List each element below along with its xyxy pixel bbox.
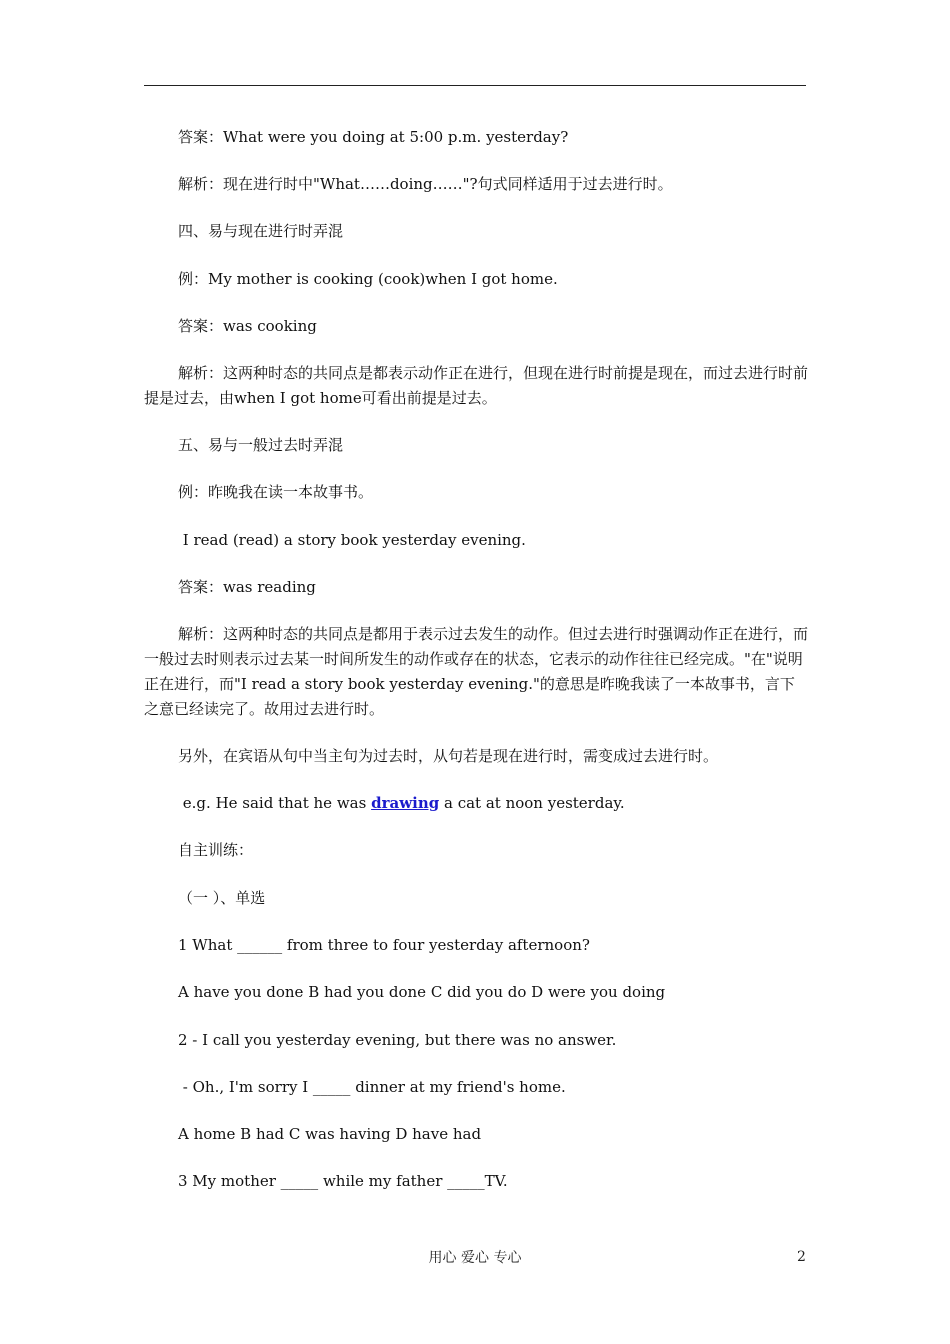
eg-text-before: e.g. He said that he was xyxy=(178,794,372,812)
note-paragraph: 另外，在宾语从句中当主句为过去时，从句若是现在进行时，需变成过去进行时。 xyxy=(178,747,719,765)
footer-motto: 用心 爱心 专心 xyxy=(428,1250,522,1266)
eg-text-after: a cat at noon yesterday. xyxy=(439,794,625,812)
answer-line-2: 答案：was cooking xyxy=(178,317,317,335)
analysis-line-1: 解析：现在进行时中"What……doing……"?句式同样适用于过去进行时。 xyxy=(178,175,673,193)
question-2: 2 - I call you yesterday evening, but there was no answer. xyxy=(178,1031,617,1049)
question-1: 1 What ______ from three to four yesterday afternoon? xyxy=(178,936,590,954)
self-training-heading: 自主训练： xyxy=(178,841,254,859)
header-rule xyxy=(144,85,806,86)
page-number: 2 xyxy=(797,1249,806,1265)
example-sentence: I read (read) a story book yesterday evening. xyxy=(178,531,526,549)
section-heading-4: 四、易与现在进行时弄混 xyxy=(178,222,344,240)
example-line-2: 例：昨晚我在读一本故事书。 xyxy=(178,483,374,501)
example-line-1: 例：My mother is cooking (cook)when I got home. xyxy=(178,270,558,288)
answer-line-3: 答案：was reading xyxy=(178,578,316,596)
analysis-paragraph-2: 解析：这两种时态的共同点是都表示动作正在进行，但现在进行时前提是现在，而过去进行时前提是过去，由when I got home可看出前提是过去。 xyxy=(144,364,809,407)
question-1-options: A have you done B had you done C did you do D were you doing xyxy=(178,983,666,1001)
drawing-link[interactable]: drawing xyxy=(371,794,440,812)
eg-sentence xyxy=(144,791,808,816)
single-choice-heading: （一 ）、单选 xyxy=(178,889,266,907)
question-3: 3 My mother _____ while my father _____TV. xyxy=(178,1172,508,1190)
section-heading-5: 五、易与一般过去时弄混 xyxy=(178,436,344,454)
analysis-paragraph-3: 解析：这两种时态的共同点是都用于表示过去发生的动作。但过去进行时强调动作正在进行，而一般过去时则表示过去某一时间所发生的动作或存在的状态，它表示的动作往往已经完成。"在"说明正在进行，而"I read a story book yesterday evening."的意思是昨晚我读了一本故事书，言下之意已经读完了。故用过去进行时。 xyxy=(144,625,809,718)
question-2-options: A home B had C was having D have had xyxy=(178,1125,482,1143)
answer-line-1: 答案：What were you doing at 5:00 p.m. yesterday? xyxy=(178,128,569,146)
question-2-line-2: - Oh., I'm sorry I _____ dinner at my friend's home. xyxy=(178,1078,566,1096)
